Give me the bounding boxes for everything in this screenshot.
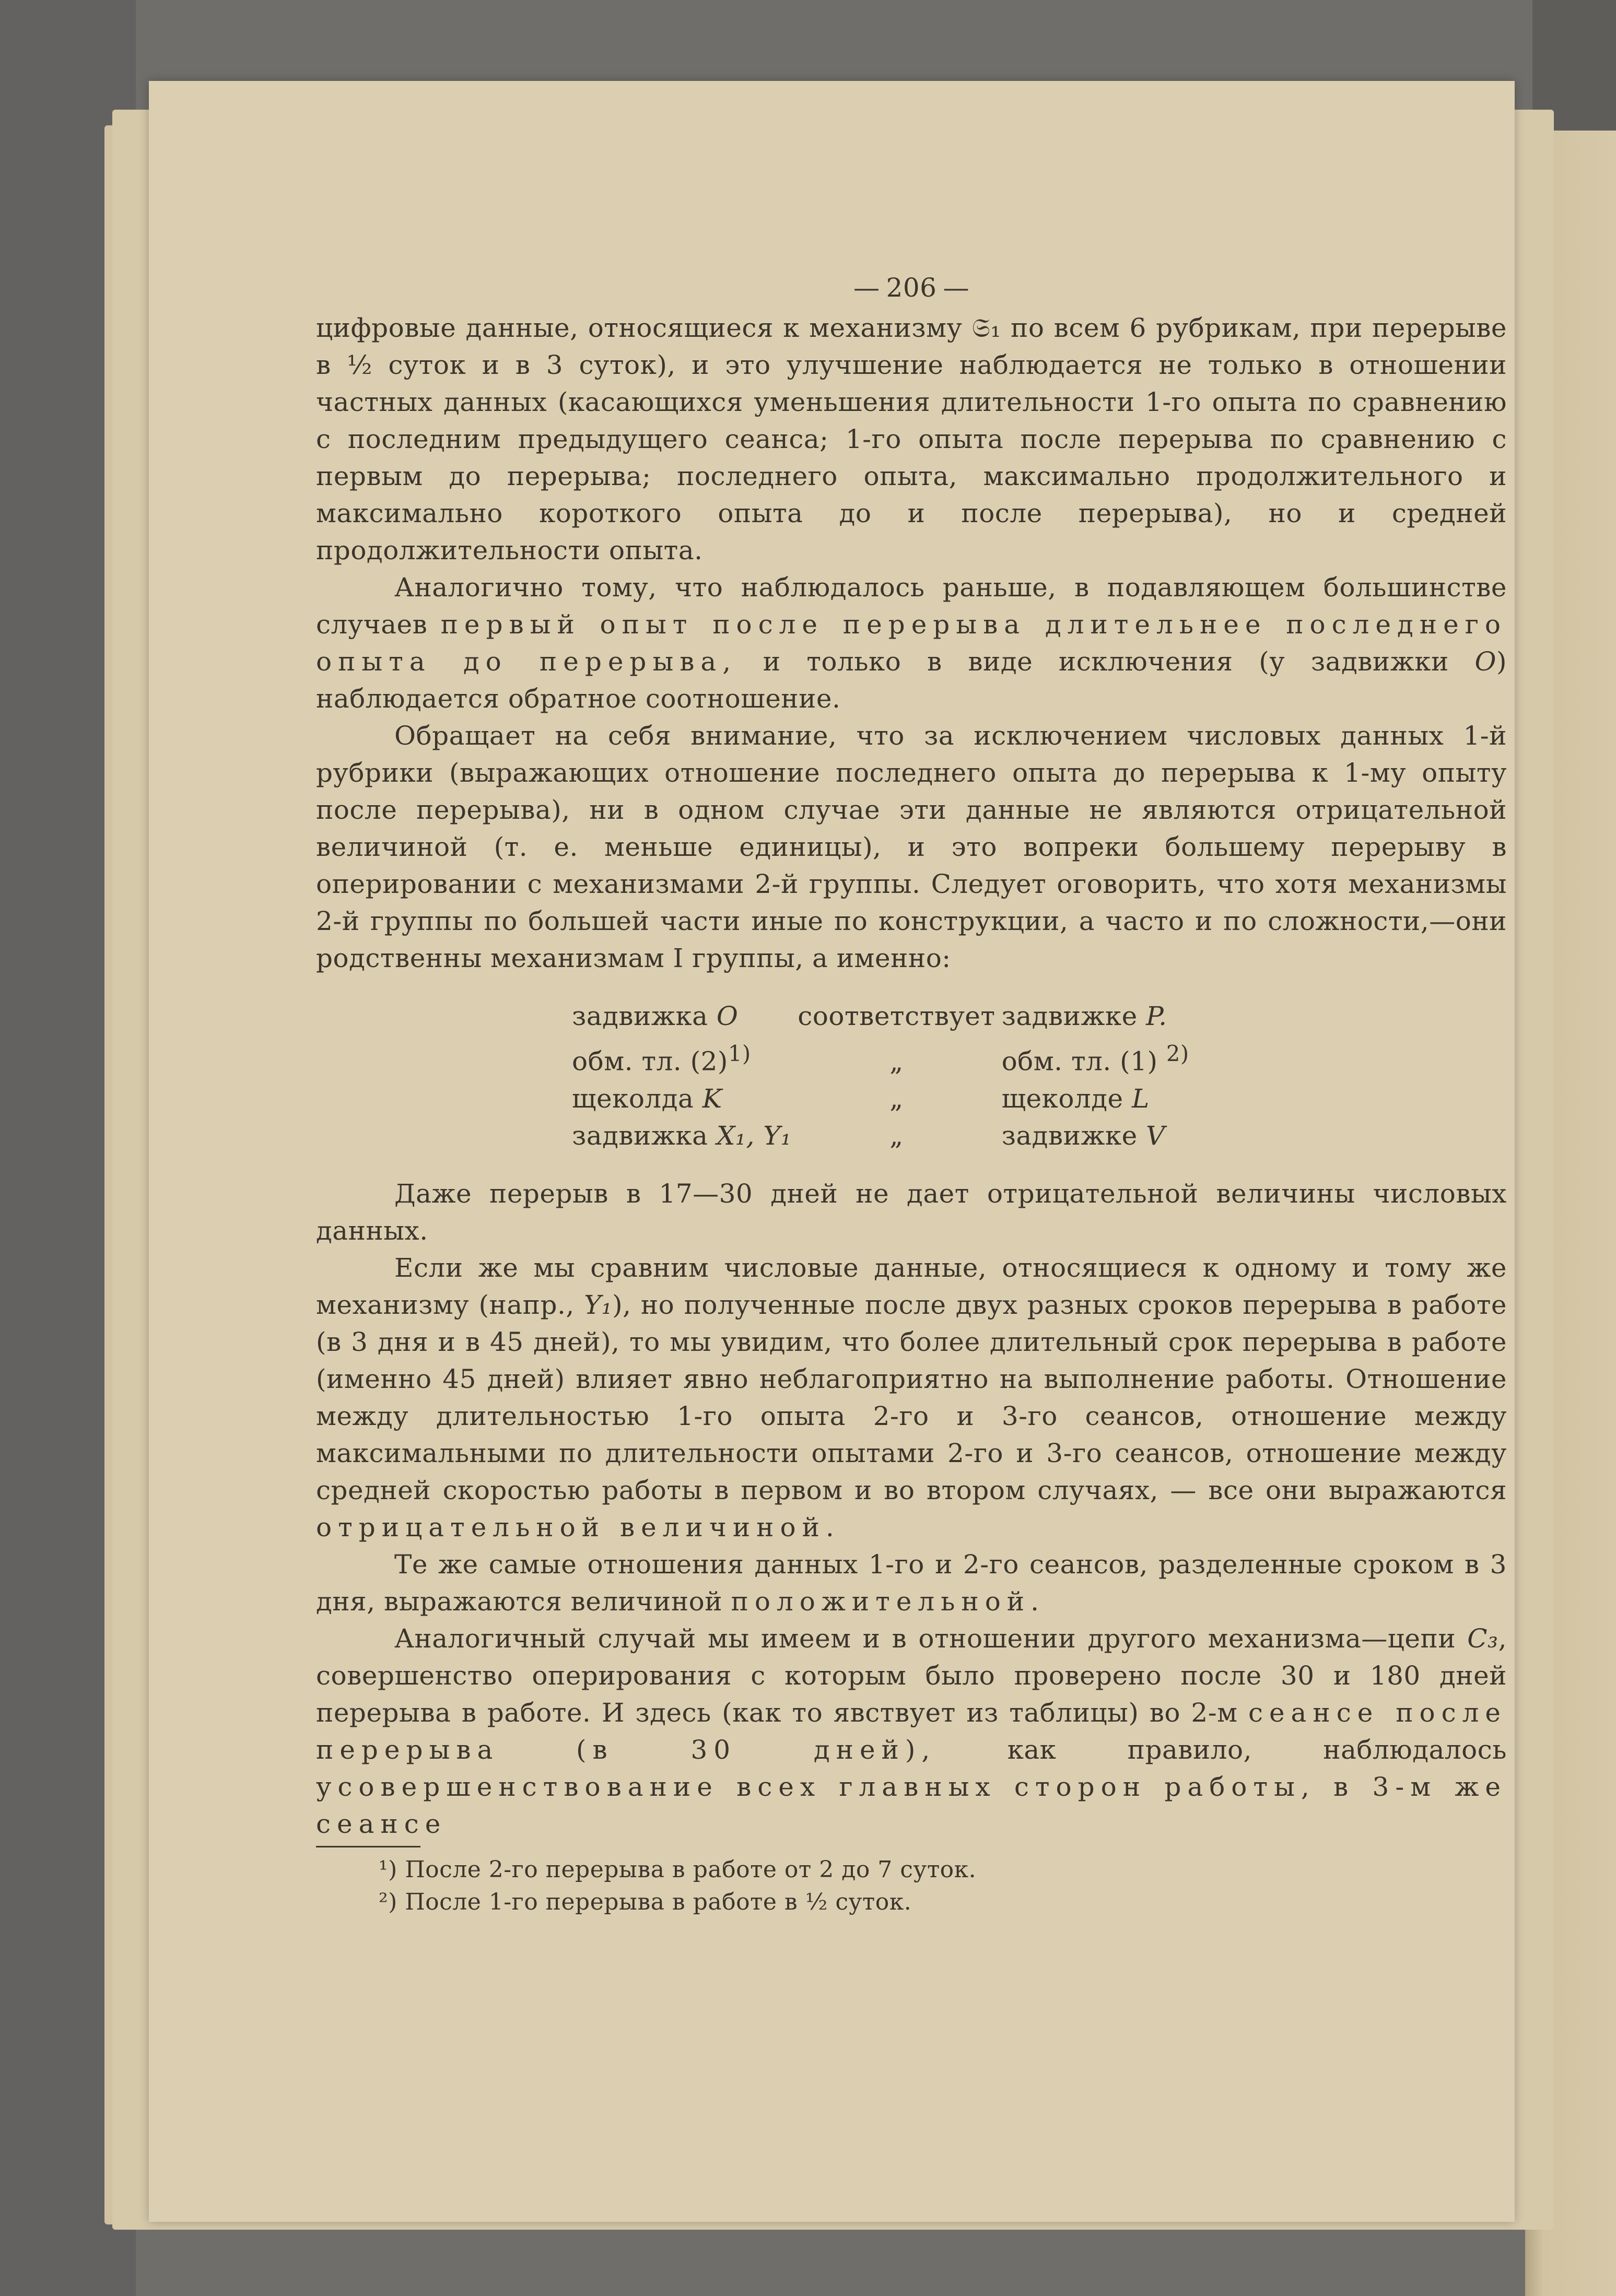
footnote-text: После 2-го перерыва в работе от 2 до 7 суток. xyxy=(405,1856,977,1883)
left-term: задвижка xyxy=(572,1001,708,1031)
correspondence-row xyxy=(572,1035,1196,1080)
paragraph-1: цифровые данные, относящиеся к механизму 𝔖₁ по всем 6 рубрикам, при перерыве в ½ суток и в 3 суток), и это улучшение наблюдается не только в отношении частных данных (касающихся уменьшения длительности 1-го опыта по сравнению с последним предыдущего сеанса; 1-го опыта после перерыва по сравнению с первым до перерыва; последнего опыта, максимально продолжительного и максимально короткого опыта до и после перерыва), но и средней продолжительности опыта. xyxy=(316,313,1507,566)
correspondence-table xyxy=(572,998,1196,1155)
right-term: обм. тл. (1) xyxy=(1001,1046,1158,1077)
left-symbol: X₁, Y₁ xyxy=(716,1120,792,1151)
paragraph-2-text-b: и только в виде исключения (у задвижки xyxy=(763,646,1449,677)
right-symbol: L xyxy=(1132,1083,1150,1114)
paragraph-6-spaced: положительной. xyxy=(731,1586,1046,1617)
paragraph-6-text-a: Те же самые отношения данных 1-го и 2-го сеансов, разделенные сроком в 3 дня, выражаются величиной xyxy=(316,1549,1507,1617)
paragraph-3: Обращает на себя внимание, что за исключением числовых данных 1-й рубрики (выражающих отношение последнего опыта до перерыва к 1-му опыту после перерыва), ни в одном случае эти данные не являются отрицательной величиной (т. е. меньше единицы), и это вопреки большему перерыву в оперировании с механизмами 2-й группы. Следует оговорить, что хотя механизмы 2-й группы по большей части иные по конструкции, а часто и по сложности,—они родственны механизмам I группы, а именно: xyxy=(316,721,1507,973)
right-cell xyxy=(1002,998,1196,1035)
footnote-2 xyxy=(316,1886,1507,1918)
paragraph-5-spaced: отрицательной величиной. xyxy=(316,1512,840,1543)
right-cell xyxy=(1002,1117,1196,1155)
left-cell xyxy=(572,998,798,1035)
ditto-cell: „ xyxy=(889,1120,904,1151)
paragraph-7-text-c: как правило, наблюдалось xyxy=(1007,1734,1507,1765)
paragraph-5-text-a: Если же мы сравним числовые данные, относящиеся к одному и тому же механизму (напр., xyxy=(316,1252,1507,1320)
ditto-cell: „ xyxy=(889,1046,904,1077)
left-symbol: K xyxy=(702,1083,722,1114)
left-cell xyxy=(572,1080,798,1117)
paragraph-5-symbol: Y₁ xyxy=(584,1289,613,1320)
paragraph-2-symbol: O xyxy=(1474,646,1496,677)
paragraph-2-spaced: первый опыт после перерыва длительнее последнего опыта до перерыва, xyxy=(316,609,1507,677)
footnote-1 xyxy=(316,1854,1507,1886)
paragraph-5-text-b: ), но полученные после двух разных сроков перерыва в работе (в 3 дня и в 45 дней), то мы увидим, что более длительный срок перерыва в работе (именно 45 дней) влияет явно неблагоприятно на выполнение работы. Отношение между длительностью 1-го опыта 2-го и 3-го сеансов, отношение между максимальными по длительности опытами 2-го и 3-го сеансов, отношение между средней скоростью работы в первом и во втором случаях, — все они выражаются xyxy=(316,1289,1507,1505)
paragraph-7-spaced-2: усовершенствование всех главных сторон работы, в 3-м же сеансе xyxy=(316,1771,1507,1839)
right-footnote-mark: 2) xyxy=(1166,1041,1189,1066)
left-term: задвижка xyxy=(572,1120,708,1151)
paragraph-7-text-a: Аналогичный случай мы имеем и в отношении другого механизма—цепи xyxy=(394,1623,1456,1654)
right-cell xyxy=(1002,1080,1196,1117)
left-symbol: O xyxy=(716,1001,739,1031)
right-term: задвижке xyxy=(1001,1001,1138,1031)
right-cell xyxy=(1002,1035,1196,1080)
paragraph-2-text-a: Аналогично тому, что наблюдалось раньше, в подавляющем большинстве случаев xyxy=(316,572,1507,640)
right-term: щеколде xyxy=(1001,1083,1123,1114)
paragraph-7-text-b: , совершенство оперирования с которым было проверено после 30 и 180 дней перерыва в работе. И здесь (как то явствует из таблицы) во 2-м xyxy=(316,1623,1507,1728)
left-footnote-mark: 1) xyxy=(728,1041,751,1066)
left-cell xyxy=(572,1117,798,1155)
correspondence-row xyxy=(572,1117,1196,1155)
ditto-cell: „ xyxy=(889,1083,904,1114)
footnote-divider xyxy=(316,1846,420,1847)
correspondence-row xyxy=(572,1080,1196,1117)
paragraph-2-text-c: ) наблюдается обратное соотношение. xyxy=(316,646,1507,714)
left-term: щеколда xyxy=(572,1083,694,1114)
paragraph-5 xyxy=(316,1250,1507,1546)
paragraph-7-spaced-1: сеансе после перерыва (в 30 дней), xyxy=(316,1697,1507,1765)
paragraph-6 xyxy=(316,1546,1507,1620)
left-term: обм. тл. (2) xyxy=(572,1046,728,1077)
footnote-text: После 1-го перерыва в работе в ½ суток. xyxy=(405,1888,912,1915)
paragraph-7-symbol: C₃ xyxy=(1467,1623,1498,1654)
right-symbol: P. xyxy=(1146,1001,1167,1031)
page-content xyxy=(316,269,1507,1918)
verb-cell: соответствует xyxy=(798,1001,996,1031)
right-symbol: V xyxy=(1146,1120,1165,1151)
left-cell xyxy=(572,1035,798,1080)
paragraph-2 xyxy=(316,569,1507,717)
footnote-mark: ¹) xyxy=(379,1856,397,1883)
correspondence-row xyxy=(572,998,1196,1035)
right-term: задвижке xyxy=(1001,1120,1138,1151)
document-page xyxy=(149,81,1515,2222)
paragraph-7 xyxy=(316,1620,1507,1843)
footnote-mark: ²) xyxy=(379,1888,397,1915)
page-number: — 206 — xyxy=(316,269,1507,307)
paragraph-4: Даже перерыв в 17—30 дней не дает отрицательной величины числовых данных. xyxy=(316,1178,1507,1246)
